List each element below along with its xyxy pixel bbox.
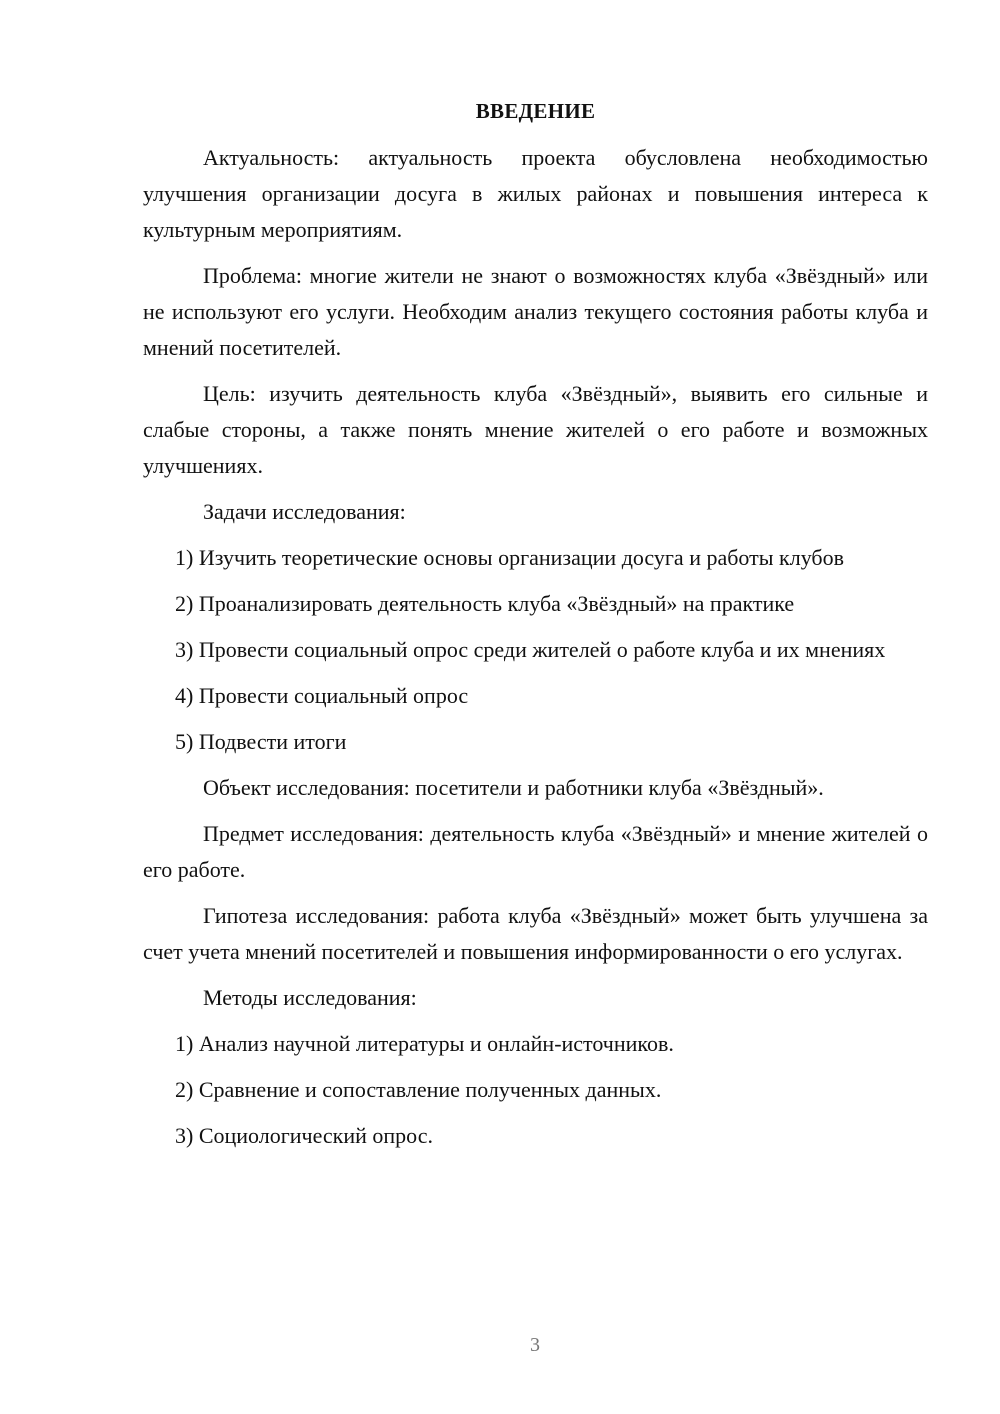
page-number: 3 [530,1334,540,1356]
tasks-title: Задачи исследования: [203,499,406,524]
method-item-2: 2) Сравнение и сопоставление полученных данных. [175,1077,662,1102]
page-content [143,96,928,1164]
task-item-5: 5) Подвести итоги [175,729,347,754]
method-item-1: 1) Анализ научной литературы и онлайн-источников. [175,1031,674,1056]
methods-title: Методы исследования: [203,985,417,1010]
task-item-4: 4) Провести социальный опрос [175,683,469,708]
relevance-paragraph: Актуальность: актуальность проекта обусловлена необходимостью улучшения организации досуга в жилых районах и повышения интереса к культурным мероприятиям. [143,145,928,242]
subject-paragraph: Предмет исследования: деятельность клуба «Звёздный» и мнение жителей о его работе. [143,821,928,882]
problem-paragraph: Проблема: многие жители не знают о возможностях клуба «Звёздный» или не используют его услуги. Необходим анализ текущего состояния работы клуба и мнений посетителей. [143,263,928,360]
task-item-1: 1) Изучить теоретические основы организации досуга и работы клубов [175,545,844,570]
section-heading: ВВЕДЕНИЕ [475,99,596,123]
goal-paragraph: Цель: изучить деятельность клуба «Звёздный», выявить его сильные и слабые стороны, а также понять мнение жителей о его работе и возможных улучшениях. [143,381,928,478]
method-item-3: 3) Социологический опрос. [175,1123,433,1148]
hypothesis-paragraph: Гипотеза исследования: работа клуба «Звёздный» может быть улучшена за счет учета мнений посетителей и повышения информированности о его услугах. [143,903,928,964]
task-item-2: 2) Проанализировать деятельность клуба «Звёздный» на практике [175,591,795,616]
object-paragraph: Объект исследования: посетители и работники клуба «Звёздный». [203,775,824,800]
task-item-3: 3) Провести социальный опрос среди жителей о работе клуба и их мнениях [175,637,886,662]
